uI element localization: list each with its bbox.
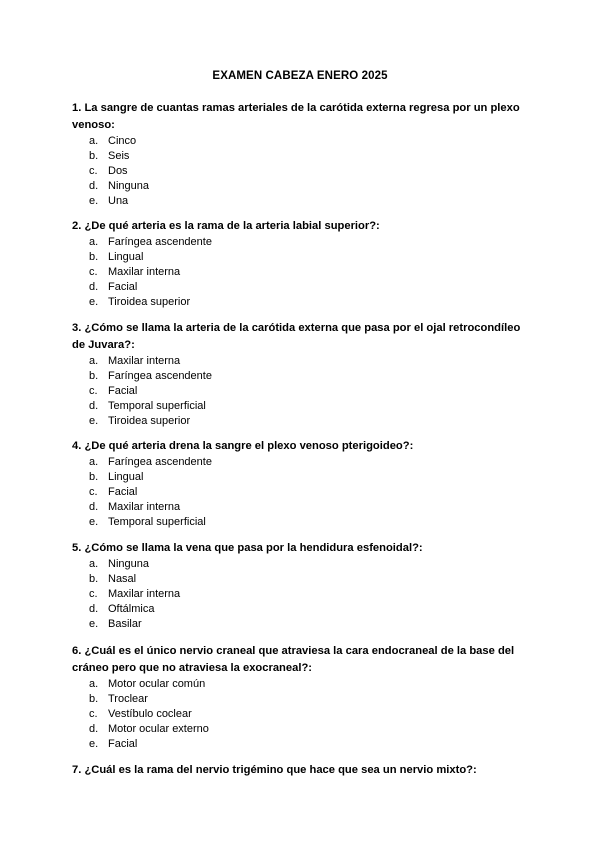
option-letter: c. — [89, 266, 98, 278]
option-label: Lingual — [108, 251, 144, 263]
option-label: Tiroidea superior — [108, 296, 191, 308]
option-a[interactable] — [72, 557, 528, 572]
option-letter: b. — [89, 693, 99, 705]
option-list — [72, 134, 528, 209]
option-label: Maxilar interna — [108, 501, 181, 513]
option-list — [72, 235, 528, 310]
option-list — [72, 455, 528, 530]
option-label: Maxilar interna — [108, 355, 181, 367]
option-label: Maxilar interna — [108, 588, 181, 600]
option-d[interactable] — [72, 280, 528, 295]
option-letter: e. — [89, 296, 99, 308]
option-letter: c. — [89, 385, 98, 397]
option-label: Faríngea ascendente — [108, 236, 212, 248]
option-label: Dos — [108, 165, 128, 177]
option-letter: b. — [89, 573, 99, 585]
option-letter: a. — [89, 558, 99, 570]
question-5 — [72, 540, 528, 632]
option-b[interactable] — [72, 572, 528, 587]
question-text: 7. ¿Cuál es la rama del nervio trigémino que hace que sea un nervio mixto?: — [72, 764, 477, 776]
option-label: Oftálmica — [108, 603, 155, 615]
question-text: 2. ¿De qué arteria es la rama de la arteria labial superior?: — [72, 220, 380, 232]
option-letter: a. — [89, 678, 99, 690]
question-6 — [72, 643, 528, 752]
option-label: Basilar — [108, 618, 142, 630]
question-text: 4. ¿De qué arteria drena la sangre el plexo venoso pterigoideo?: — [72, 440, 414, 452]
option-c[interactable] — [72, 587, 528, 602]
option-letter: c. — [89, 165, 98, 177]
option-letter: a. — [89, 236, 99, 248]
option-label: Motor ocular común — [108, 678, 206, 690]
option-b[interactable] — [72, 369, 528, 384]
option-list — [72, 354, 528, 429]
option-label: Faríngea ascendente — [108, 456, 212, 468]
option-label: Ninguna — [108, 558, 149, 570]
option-letter: d. — [89, 180, 99, 192]
option-label: Maxilar interna — [108, 266, 181, 278]
option-b[interactable] — [72, 149, 528, 164]
option-letter: e. — [89, 195, 99, 207]
option-label: Facial — [108, 281, 138, 293]
option-label: Temporal superficial — [108, 516, 206, 528]
option-label: Facial — [108, 486, 138, 498]
option-label: Una — [108, 195, 129, 207]
option-a[interactable] — [72, 235, 528, 250]
option-letter: c. — [89, 588, 98, 600]
option-b[interactable] — [72, 470, 528, 485]
option-list — [72, 677, 528, 752]
option-label: Cinco — [108, 135, 137, 147]
option-letter: b. — [89, 471, 99, 483]
option-e[interactable] — [72, 737, 528, 752]
option-letter: b. — [89, 251, 99, 263]
option-letter: d. — [89, 400, 99, 412]
option-c[interactable] — [72, 265, 528, 280]
option-a[interactable] — [72, 455, 528, 470]
option-letter: c. — [89, 486, 98, 498]
option-letter: e. — [89, 738, 99, 750]
option-d[interactable] — [72, 722, 528, 737]
option-d[interactable] — [72, 399, 528, 414]
option-label: Vestíbulo coclear — [108, 708, 192, 720]
option-c[interactable] — [72, 164, 528, 179]
option-c[interactable] — [72, 485, 528, 500]
option-label: Seis — [108, 150, 130, 162]
option-label: Facial — [108, 738, 138, 750]
option-e[interactable] — [72, 194, 528, 209]
option-label: Tiroidea superior — [108, 415, 191, 427]
option-letter: b. — [89, 150, 99, 162]
question-text: 5. ¿Cómo se llama la vena que pasa por la hendidura esfenoidal?: — [72, 542, 423, 554]
question-2 — [72, 218, 528, 310]
option-e[interactable] — [72, 617, 528, 632]
option-letter: a. — [89, 135, 99, 147]
option-letter: d. — [89, 723, 99, 735]
option-d[interactable] — [72, 500, 528, 515]
option-d[interactable] — [72, 602, 528, 617]
option-b[interactable] — [72, 250, 528, 265]
option-a[interactable] — [72, 677, 528, 692]
option-letter: a. — [89, 355, 99, 367]
option-c[interactable] — [72, 707, 528, 722]
option-letter: c. — [89, 708, 98, 720]
option-letter: e. — [89, 516, 99, 528]
option-label: Faríngea ascendente — [108, 370, 212, 382]
option-label: Lingual — [108, 471, 144, 483]
option-label: Temporal superficial — [108, 400, 206, 412]
option-label: Nasal — [108, 573, 137, 585]
exam-title: EXAMEN CABEZA ENERO 2025 — [212, 70, 388, 82]
option-letter: d. — [89, 281, 99, 293]
option-list — [72, 557, 528, 632]
option-d[interactable] — [72, 179, 528, 194]
option-e[interactable] — [72, 414, 528, 429]
question-3 — [72, 320, 528, 429]
question-7 — [72, 762, 528, 779]
question-1 — [72, 100, 528, 209]
option-letter: b. — [89, 370, 99, 382]
option-letter: e. — [89, 415, 99, 427]
question-text: 3. ¿Cómo se llama la arteria de la carótida externa que pasa por el ojal retrocondíleo de Juvara?: — [72, 322, 521, 351]
option-a[interactable] — [72, 134, 528, 149]
option-label: Ninguna — [108, 180, 149, 192]
question-text: 6. ¿Cuál es el único nervio craneal que atraviesa la cara endocraneal de la base del cráneo pero que no atraviesa la exocraneal?: — [72, 645, 515, 674]
option-letter: e. — [89, 618, 99, 630]
option-e[interactable] — [72, 295, 528, 310]
question-text: 1. La sangre de cuantas ramas arteriales de la carótida externa regresa por un plexo venoso: — [72, 102, 520, 131]
question-4 — [72, 438, 528, 530]
option-a[interactable] — [72, 354, 528, 369]
option-e[interactable] — [72, 515, 528, 530]
option-label: Motor ocular externo — [108, 723, 209, 735]
option-letter: a. — [89, 456, 99, 468]
option-label: Facial — [108, 385, 138, 397]
option-letter: d. — [89, 501, 99, 513]
option-c[interactable] — [72, 384, 528, 399]
option-letter: d. — [89, 603, 99, 615]
option-b[interactable] — [72, 692, 528, 707]
option-label: Troclear — [108, 693, 148, 705]
